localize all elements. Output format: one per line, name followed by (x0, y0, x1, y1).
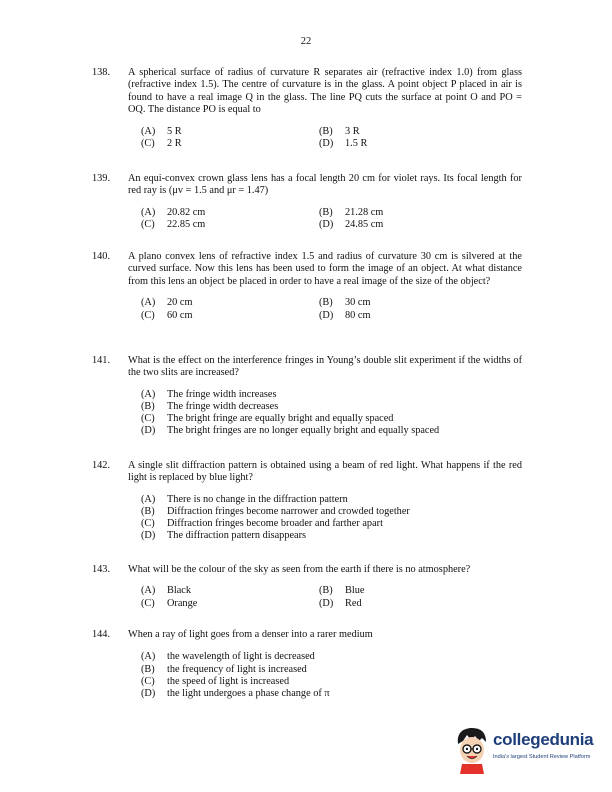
options (141, 297, 522, 322)
option-b (141, 506, 522, 518)
option-a (141, 494, 522, 506)
option-label: (B) (319, 585, 333, 597)
question-number: 141. (92, 355, 111, 366)
option-label: (C) (141, 518, 155, 530)
option-label: (D) (319, 597, 334, 609)
option-c (141, 413, 522, 425)
option-label: (D) (319, 309, 334, 321)
option-a (141, 585, 319, 597)
option-c (141, 598, 319, 610)
option-d (319, 138, 469, 150)
option-text: 5 R (167, 125, 182, 137)
option-text: the speed of light is increased (167, 675, 290, 687)
mascot-icon (452, 724, 492, 774)
option-text: 20.82 cm (167, 206, 206, 218)
option-text: 20 cm (167, 297, 193, 309)
option-label: (B) (319, 206, 333, 218)
option-c (141, 518, 522, 530)
option-text: 22.85 cm (167, 219, 206, 231)
question-number: 138. (92, 67, 111, 78)
option-d (319, 598, 469, 610)
question-text: An equi-convex crown glass lens has a focal length 20 cm for violet rays. Its focal length for red ray is (μv = 1.5 and μr = 1.47) (128, 173, 522, 197)
option-text: Diffraction fringes become narrower and crowded together (167, 506, 410, 518)
question-text: What is the effect on the interference fringes in Young’s double slit experiment if the widths of the two slits are increased? (128, 355, 522, 379)
option-text: The fringe width decreases (167, 401, 279, 413)
option-label: (B) (141, 401, 155, 413)
option-c (141, 676, 522, 688)
option-label: (B) (319, 125, 333, 137)
option-d (319, 219, 469, 231)
question-number: 143. (92, 564, 111, 575)
option-b (319, 585, 469, 597)
options (141, 126, 522, 151)
option-text: the frequency of light is increased (167, 663, 307, 675)
option-a (141, 297, 319, 309)
option-label: (C) (141, 675, 155, 687)
option-text: Orange (167, 597, 198, 609)
options (141, 389, 522, 438)
option-a (141, 651, 522, 663)
question-number: 144. (92, 629, 111, 640)
option-text: 24.85 cm (345, 219, 384, 231)
option-b (141, 401, 522, 413)
option-text: 2 R (167, 138, 182, 150)
option-label: (A) (141, 206, 156, 218)
question-number: 142. (92, 460, 111, 471)
option-d (141, 530, 522, 542)
option-text: the light undergoes a phase change of π (167, 688, 330, 700)
option-label: (D) (141, 688, 156, 700)
option-d (141, 688, 522, 700)
question-text: What will be the colour of the sky as seen from the earth if there is no atmosphere? (128, 564, 471, 575)
question-142 (92, 460, 522, 543)
option-a (141, 207, 319, 219)
logo-tagline: India's largest Student Review Platform (493, 754, 591, 760)
collegedunia-logo (452, 724, 602, 774)
option-label: (D) (319, 138, 334, 150)
question-144 (92, 629, 522, 700)
option-c (141, 138, 319, 150)
option-label: (D) (141, 425, 156, 437)
option-text: There is no change in the diffraction pattern (167, 493, 348, 505)
option-text: The diffraction pattern disappears (167, 530, 307, 542)
question-text: When a ray of light goes from a denser into a rarer medium (128, 629, 373, 640)
question-139 (92, 173, 522, 232)
option-label: (C) (141, 597, 155, 609)
option-text: Black (167, 585, 192, 597)
option-label: (D) (319, 219, 334, 231)
options (141, 651, 522, 700)
option-label: (A) (141, 297, 156, 309)
option-text: 30 cm (345, 297, 371, 309)
option-label: (B) (319, 297, 333, 309)
option-label: (B) (141, 663, 155, 675)
question-141 (92, 355, 522, 438)
option-c (141, 219, 319, 231)
option-text: 3 R (345, 125, 360, 137)
option-text: Blue (345, 585, 365, 597)
options (141, 494, 522, 543)
option-label: (A) (141, 125, 156, 137)
option-label: (C) (141, 309, 155, 321)
option-label: (C) (141, 413, 155, 425)
logo-wordmark: collegedunia (493, 730, 594, 749)
question-138 (92, 67, 522, 150)
option-text: Diffraction fringes become broader and farther apart (167, 518, 383, 530)
option-text: The bright fringe are equally bright and equally spaced (167, 413, 394, 425)
question-140 (92, 251, 522, 322)
question-text: A plano convex lens of refractive index 1.5 and radius of curvature 30 cm is silvered at the curved surface. Now this lens has been used to form the image of an object. At what distance from this lens an object be placed in order to have a real image of the size of the object? (128, 251, 522, 287)
question-text: A spherical surface of radius of curvature R separates air (refractive index 1.0) from glass (refractive index 1.5). The centre of curvature is in the glass. A point object P placed in air is found to have a real image Q in the glass. The line PQ cuts the surface at point O and PO = OQ. The distance PO is equal to (128, 67, 522, 116)
option-label: (A) (141, 493, 156, 505)
question-number: 139. (92, 173, 111, 184)
options (141, 207, 522, 232)
option-label: (D) (141, 530, 156, 542)
option-text: the wavelength of light is decreased (167, 651, 315, 663)
option-a (141, 389, 522, 401)
option-a (141, 126, 319, 138)
option-b (319, 297, 469, 309)
option-label: (A) (141, 651, 156, 663)
option-text: The bright fringes are no longer equally bright and equally spaced (167, 425, 440, 437)
option-c (141, 310, 319, 322)
option-text: 60 cm (167, 309, 193, 321)
question-143 (92, 564, 522, 610)
option-d (319, 310, 469, 322)
question-text: A single slit diffraction pattern is obtained using a beam of red light. What happens if the red light is replaced by blue light? (128, 460, 522, 484)
option-text: 80 cm (345, 309, 371, 321)
option-label: (C) (141, 219, 155, 231)
option-label: (A) (141, 585, 156, 597)
option-text: 1.5 R (345, 138, 368, 150)
option-text: 21.28 cm (345, 206, 384, 218)
option-b (141, 664, 522, 676)
question-number: 140. (92, 251, 111, 262)
option-text: The fringe width increases (167, 388, 277, 400)
page-number: 22 (300, 36, 312, 47)
option-b (319, 207, 469, 219)
options (141, 585, 522, 610)
option-text: Red (345, 597, 362, 609)
option-b (319, 126, 469, 138)
option-label: (C) (141, 138, 155, 150)
option-label: (A) (141, 388, 156, 400)
option-label: (B) (141, 506, 155, 518)
option-d (141, 425, 522, 437)
